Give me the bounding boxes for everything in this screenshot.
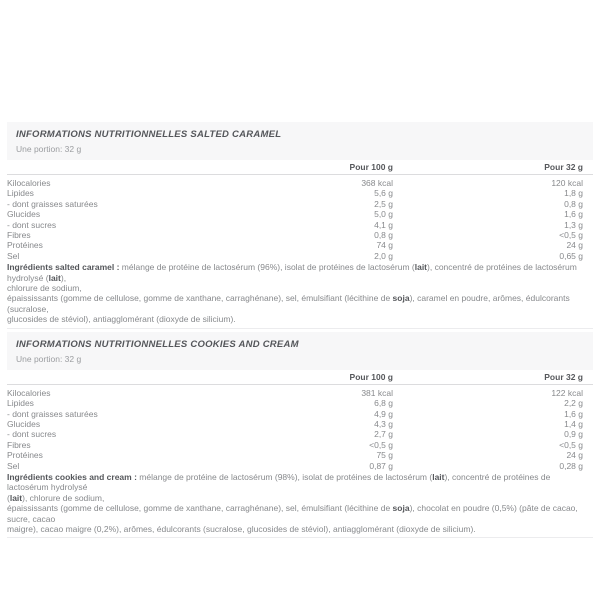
- table-column-header-row: [7, 160, 593, 175]
- value-per-32g: 0,65 g: [559, 250, 583, 261]
- nutrient-label: Lipides: [7, 398, 34, 409]
- value-per-100g: 6,8 g: [374, 398, 393, 409]
- ingredients-bold-text: lait: [48, 272, 61, 283]
- value-per-32g: <0,5 g: [559, 230, 583, 241]
- table-row: [7, 209, 593, 219]
- nutrient-label: Glucides: [7, 418, 41, 429]
- table-row: [7, 450, 593, 460]
- table-row: [7, 440, 593, 450]
- ingredients-text: épaississants (gomme de cellulose, gomme de xanthane, carraghénane), sel, émulsifiant (lécithine de: [7, 293, 393, 304]
- ingredients-text: mélange de protéine de lactosérum (96%), isolat de protéines de lactosérum (: [121, 262, 415, 273]
- nutrition-table-rows: [7, 175, 593, 261]
- nutrition-section-cookies-and-cream: [7, 332, 593, 539]
- section-header-band: [7, 332, 593, 370]
- ingredients-text: ), chlorure de sodium,: [22, 492, 105, 503]
- nutrient-label: Glucides: [7, 209, 41, 220]
- value-per-100g: <0,5 g: [369, 439, 393, 450]
- nutrient-label: Kilocalories: [7, 387, 51, 398]
- table-row: [7, 188, 593, 198]
- nutrient-label: Protéines: [7, 240, 43, 251]
- table-row: [7, 220, 593, 230]
- value-per-32g: 122 kcal: [551, 387, 583, 398]
- column-header-per-100g: Pour 100 g: [349, 371, 393, 382]
- value-per-100g: 2,0 g: [374, 250, 393, 261]
- value-per-100g: 4,1 g: [374, 219, 393, 230]
- column-header-per-32g: Pour 32 g: [544, 371, 583, 382]
- value-per-100g: 75 g: [376, 450, 393, 461]
- ingredients-text: mélange de protéine de lactosérum (98%), isolat de protéines de lactosérum (: [139, 471, 433, 482]
- value-per-32g: 24 g: [566, 450, 583, 461]
- ingredients-bold-text: Ingrédients cookies and cream :: [7, 471, 140, 482]
- nutrition-section-salted-caramel: [7, 122, 593, 329]
- nutrient-label: Kilocalories: [7, 178, 51, 188]
- ingredients-text: épaississants (gomme de cellulose, gomme de xanthane, carraghénane), sel, émulsifiant (lécithine de: [7, 503, 393, 514]
- value-per-100g: 5,6 g: [374, 188, 393, 199]
- value-per-100g: 2,7 g: [374, 429, 393, 440]
- ingredients-bold-text: lait: [9, 492, 23, 503]
- nutrient-label: - dont sucres: [7, 429, 57, 440]
- value-per-100g: 74 g: [376, 240, 393, 251]
- table-row: [7, 398, 593, 408]
- value-per-100g: 0,8 g: [374, 230, 393, 241]
- ingredients-text: chlorure de sodium,: [7, 283, 82, 294]
- ingredients-text: maigre), cacao maigre (0,2%), arômes, édulcorants (sucralose, glucosides de stéviol), antiagglomérant (dioxyde de silicium).: [7, 523, 476, 534]
- portion-size-text: Une portion: 32 g: [16, 144, 82, 154]
- value-per-32g: 1,6 g: [564, 209, 583, 220]
- value-per-32g: 0,28 g: [559, 460, 583, 471]
- ingredients-bold-text: soja: [392, 503, 410, 514]
- nutrient-label: - dont sucres: [7, 219, 57, 230]
- ingredients-text: ), concentré de protéines de lactosérum hydrolysé (: [7, 262, 577, 283]
- section-divider: [7, 328, 593, 329]
- ingredients-text: ), caramel en poudre, arômes, édulcorants (sucralose,: [7, 293, 570, 314]
- table-row: [7, 409, 593, 419]
- ingredients-bold-text: lait: [432, 471, 445, 482]
- section-title: INFORMATIONS NUTRITIONNELLES COOKIES AND CREAM: [16, 338, 299, 350]
- nutrient-label: Fibres: [7, 439, 31, 450]
- ingredients-text: ), concentré de protéines de lactosérum hydrolysé: [7, 471, 551, 493]
- value-per-32g: 1,8 g: [564, 188, 583, 199]
- ingredients-text: ), chocolat en poudre (0,5%) (pâte de cacao, sucre, cacao: [7, 503, 578, 524]
- value-per-100g: 0,87 g: [369, 460, 393, 471]
- value-per-32g: 1,4 g: [564, 418, 583, 429]
- nutrient-label: Protéines: [7, 450, 43, 461]
- table-row: [7, 251, 593, 261]
- value-per-100g: 4,9 g: [374, 408, 393, 419]
- column-header-per-32g: Pour 32 g: [544, 162, 583, 172]
- section-title: INFORMATIONS NUTRITIONNELLES SALTED CARAMEL: [16, 129, 282, 140]
- section-divider: [7, 537, 593, 538]
- table-row: [7, 240, 593, 250]
- nutrient-label: - dont graisses saturées: [7, 198, 98, 209]
- nutrient-label: Sel: [7, 250, 20, 261]
- nutrient-label: Sel: [7, 460, 20, 471]
- value-per-32g: 0,8 g: [564, 198, 583, 209]
- nutrition-table-rows: [7, 385, 593, 471]
- table-column-header-row: [7, 370, 593, 385]
- top-whitespace: [0, 0, 600, 122]
- nutrient-label: Lipides: [7, 188, 34, 199]
- table-row: [7, 388, 593, 398]
- portion-size-text: Une portion: 32 g: [16, 353, 82, 364]
- ingredients-paragraph: [7, 262, 593, 324]
- table-row: [7, 419, 593, 429]
- value-per-100g: 5,0 g: [374, 209, 393, 220]
- table-row: [7, 461, 593, 471]
- table-row: [7, 429, 593, 439]
- column-header-per-100g: Pour 100 g: [349, 162, 393, 172]
- ingredients-text: ),: [60, 272, 67, 283]
- value-per-32g: 1,3 g: [564, 219, 583, 230]
- value-per-32g: 0,9 g: [564, 429, 583, 440]
- value-per-100g: 2,5 g: [374, 198, 393, 209]
- value-per-32g: 2,2 g: [564, 398, 583, 409]
- value-per-32g: 24 g: [566, 240, 583, 251]
- table-row: [7, 230, 593, 240]
- nutrient-label: - dont graisses saturées: [7, 408, 98, 419]
- table-row: [7, 199, 593, 209]
- ingredients-bold-text: lait: [414, 262, 428, 273]
- value-per-100g: 381 kcal: [361, 387, 393, 398]
- value-per-100g: 4,3 g: [374, 418, 393, 429]
- ingredients-paragraph: [7, 472, 593, 534]
- ingredients-bold-text: Ingrédients salted caramel :: [7, 262, 122, 273]
- section-header-band: [7, 122, 593, 160]
- value-per-32g: <0,5 g: [559, 439, 583, 450]
- ingredients-text: (: [7, 492, 10, 503]
- ingredients-bold-text: soja: [392, 293, 410, 304]
- nutrient-label: Fibres: [7, 230, 31, 241]
- value-per-32g: 1,6 g: [564, 408, 583, 419]
- value-per-32g: 120 kcal: [551, 178, 583, 188]
- value-per-100g: 368 kcal: [361, 178, 393, 188]
- table-row: [7, 178, 593, 188]
- ingredients-text: glucosides de stéviol), antiagglomérant (dioxyde de silicium).: [7, 314, 236, 325]
